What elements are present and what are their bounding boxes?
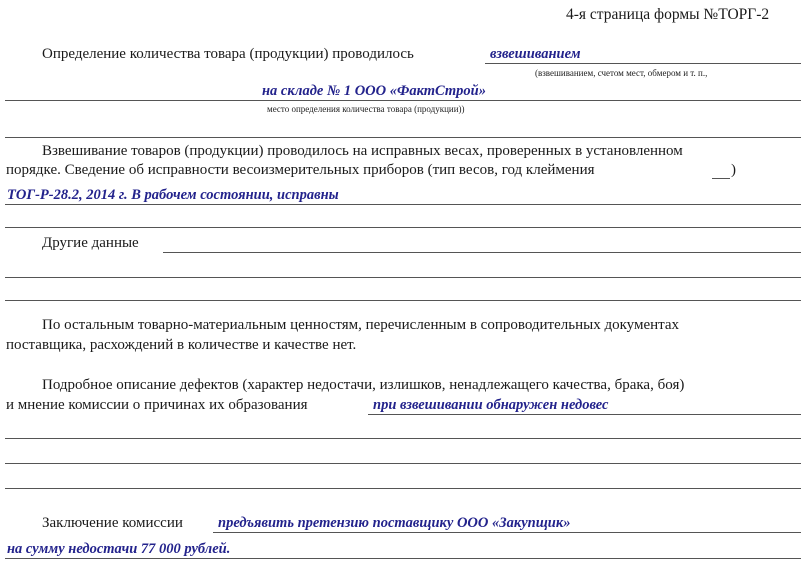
weighing-value: ТОГ-Р-28.2, 2014 г. В рабочем состоянии, исправны bbox=[7, 187, 339, 203]
weighing-line-1: Взвешивание товаров (продукции) проводилось на исправных весах, проверенных в установленном bbox=[42, 143, 683, 159]
defects-line-1: Подробное описание дефектов (характер недостачи, излишков, ненадлежащего качества, брака, боя) bbox=[42, 377, 685, 393]
method-value: взвешиванием bbox=[490, 46, 581, 62]
place-line bbox=[5, 100, 801, 101]
method-value-line bbox=[485, 63, 801, 64]
weighing-value-line bbox=[5, 204, 801, 205]
weighing-close-paren: ) bbox=[731, 162, 736, 178]
defects-line-2: и мнение комиссии о причинах их образования bbox=[6, 397, 308, 413]
blank-line bbox=[5, 438, 801, 439]
defects-value: при взвешивании обнаружен недовес bbox=[373, 397, 609, 413]
blank-line bbox=[5, 488, 801, 489]
conclusion-value-1: предъявить претензию поставщику ООО «Закупщик» bbox=[218, 515, 571, 531]
rest-line-1: По остальным товарно-материальным ценностям, перечисленным в сопроводительных документах bbox=[42, 317, 680, 333]
blank-line bbox=[5, 300, 801, 301]
form-title: 4-я страница формы №ТОРГ-2 bbox=[566, 6, 770, 23]
place-value: на складе № 1 ООО «ФактСтрой» bbox=[262, 83, 486, 99]
separator-line bbox=[5, 137, 801, 138]
method-hint: (взвешиванием, счетом мест, обмером и т. п., bbox=[535, 68, 708, 78]
separator-line bbox=[5, 227, 801, 228]
blank-line bbox=[5, 463, 801, 464]
blank-line bbox=[5, 277, 801, 278]
weighing-line-2: порядке. Сведение об исправности весоизмерительных приборов (тип весов, год клеймения bbox=[6, 162, 595, 178]
other-data-label: Другие данные bbox=[42, 235, 139, 251]
rest-line-2: поставщика, расхождений в количестве и качестве нет. bbox=[6, 337, 357, 353]
conclusion-line-2 bbox=[5, 558, 801, 559]
weighing-paren-line bbox=[712, 178, 730, 179]
method-label: Определение количества товара (продукции) проводилось bbox=[42, 46, 414, 62]
conclusion-value-2: на сумму недостачи 77 000 рублей. bbox=[7, 541, 231, 557]
conclusion-label: Заключение комиссии bbox=[42, 515, 183, 531]
place-hint: место определения количества товара (продукции)) bbox=[267, 104, 465, 114]
defects-value-line bbox=[368, 414, 801, 415]
other-data-line bbox=[163, 252, 801, 253]
conclusion-line-1 bbox=[213, 532, 801, 533]
